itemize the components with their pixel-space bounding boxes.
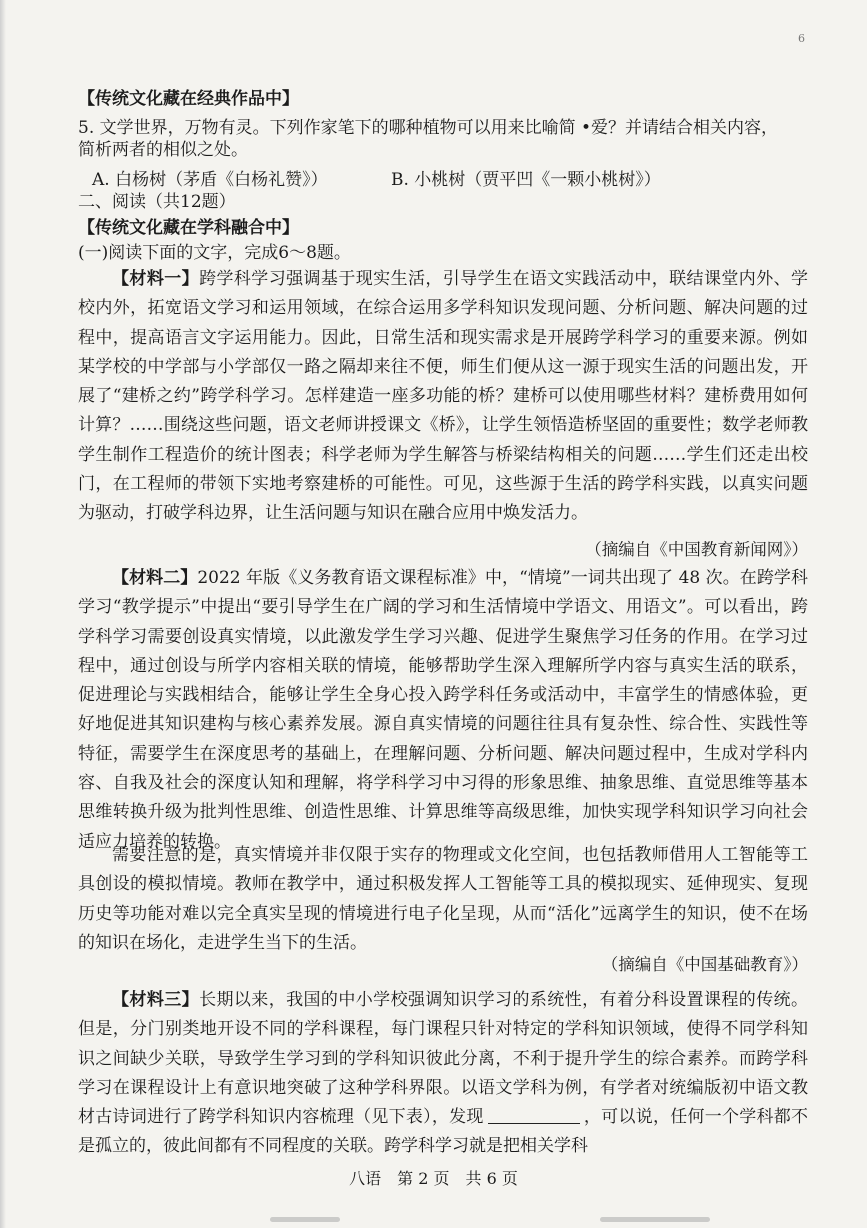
source-1: （摘编自《中国教育新闻网》） [585, 540, 808, 559]
section-heading-classics: 【传统文化藏在经典作品中】 [78, 89, 299, 109]
question-5-line-1: 5. 文学世界，万物有灵。下列作家笔下的哪种植物可以用来比喻简 •爱？并请结合相关内容， [78, 118, 779, 138]
material-2-paragraph-2: 需要注意的是，真实情境并非仅限于实存的物理或文化空间，也包括教师借用人工智能等工具创设的模拟情境。教师在教学中，通过积极发挥人工智能等工具的模拟现实、延伸现实、复现历史等功能对难以完全真实呈现的情境进行电子化呈现，从而“活化”远离学生的知识，使不在场的知识在场化，走进学生当下的生活。 [78, 845, 808, 953]
answer-blank[interactable] [488, 1107, 580, 1124]
section-heading-interdisciplinary: 【传统文化藏在学科融合中】 [78, 218, 299, 238]
material-3 [78, 986, 808, 1162]
scan-smudge [600, 1217, 710, 1222]
material-2-paragraph-1 [78, 564, 808, 857]
material-3-label: 【材料三】 [112, 990, 200, 1010]
scan-smudge [270, 1217, 340, 1222]
reading-instruction: (一)阅读下面的文字，完成6～8题。 [78, 243, 351, 263]
material-1-text: 跨学科学习强调基于现实生活，引导学生在语文实践活动中，联结课堂内外、学校内外，拓宽语文学习和运用领域，在综合运用多学科知识发现问题、分析问题、解决问题的过程中，提高语言文字运用能力。因此，日常生活和现实需求是开展跨学科学习的重要来源。例如某学校的中学部与小学部仅一路之隔却来往不便，师生们便从这一源于现实生活的问题出发，开展了“建桥之约”跨学科学习。怎样建造一座多功能的桥？建桥可以使用哪些材料？建桥费用如何计算？……围绕这些问题，语文老师讲授课文《桥》，让学生领悟造桥坚固的重要性；数学老师教学生制作工程造价的统计图表；科学老师为学生解答与桥梁结构相关的问题……学生们还走出校门，在工程师的带领下实地考察建桥的可能性。可见，这些源于生活的跨学科实践，以真实问题为驱动，打破学科边界，让生活问题与知识在融合应用中焕发活力。 [78, 269, 809, 524]
material-2-label: 【材料二】 [112, 568, 198, 588]
material-2-text: 2022 年版《义务教育语文课程标准》中，“情境”一词共出现了 48 次。在跨学科学习“教学提示”中提出“要引导学生在广阔的学习和生活情境中学语文、用语文”。可以看出，跨学科学习需要创设真实情境，以此激发学生学习兴趣、促进学生聚焦学习任务的作用。在学习过程中，通过创设与所学内容相关联的情境，能够帮助学生深入理解所学内容与真实生活的联系，促进理论与实践相结合，能够让学生全身心投入跨学科任务或活动中，丰富学生的情感体验，更好地促进其知识建构与核心素养发展。源自真实情境的问题往往具有复杂性、综合性、实践性等特征，需要学生在深度思考的基础上，在理解问题、分析问题、解决问题过程中，生成对学科内容、自我及社会的深度认知和理解，将学科学习中习得的形象思维、抽象思维、直觉思维等基本思维转换升级为批判性思维、创造性思维、计算思维等高级思维，加快实现学科知识学习向社会适应力培养的转换。 [78, 568, 808, 852]
question-5-line-2: 简析两者的相似之处。 [78, 140, 248, 160]
page-footer: 八语 第 2 页 共 6 页 [349, 1169, 518, 1188]
material-1-label: 【材料一】 [112, 269, 200, 289]
option-b: B. 小桃树（贾平凹《一颗小桃树》） [391, 170, 661, 190]
reading-section-title: 二、阅读（共12题） [78, 192, 236, 212]
material-1 [78, 265, 808, 529]
corner-mark: 6 [798, 32, 805, 45]
option-a: A. 白杨树（茅盾《白杨礼赞》） [92, 170, 328, 190]
material-3-text-part-2: ，可以说，任何一个学科都不是孤立的，彼此间都有不同程度的关联。跨学科学习就是把相关学科 [78, 1107, 809, 1157]
material-3-text-part-1: 长期以来，我国的中小学校强调知识学习的系统性，有着分科设置课程的传统。但是，分门别类地开设不同的学科课程，每门课程只针对特定的学科知识领域，使得不同学科知识之间缺少关联，导致学生学习到的学科知识彼此分离，不利于提升学生的综合素养。而跨学科学习在课程设计上有意识地突破了这种学科界限。以语文学科为例，有学者对统编版初中语文教材古诗词进行了跨学科知识内容梳理（见下表），发现 [78, 990, 809, 1128]
source-2: （摘编自《中国基础教育》） [601, 955, 808, 974]
scan-edge-shadow [0, 0, 6, 1228]
